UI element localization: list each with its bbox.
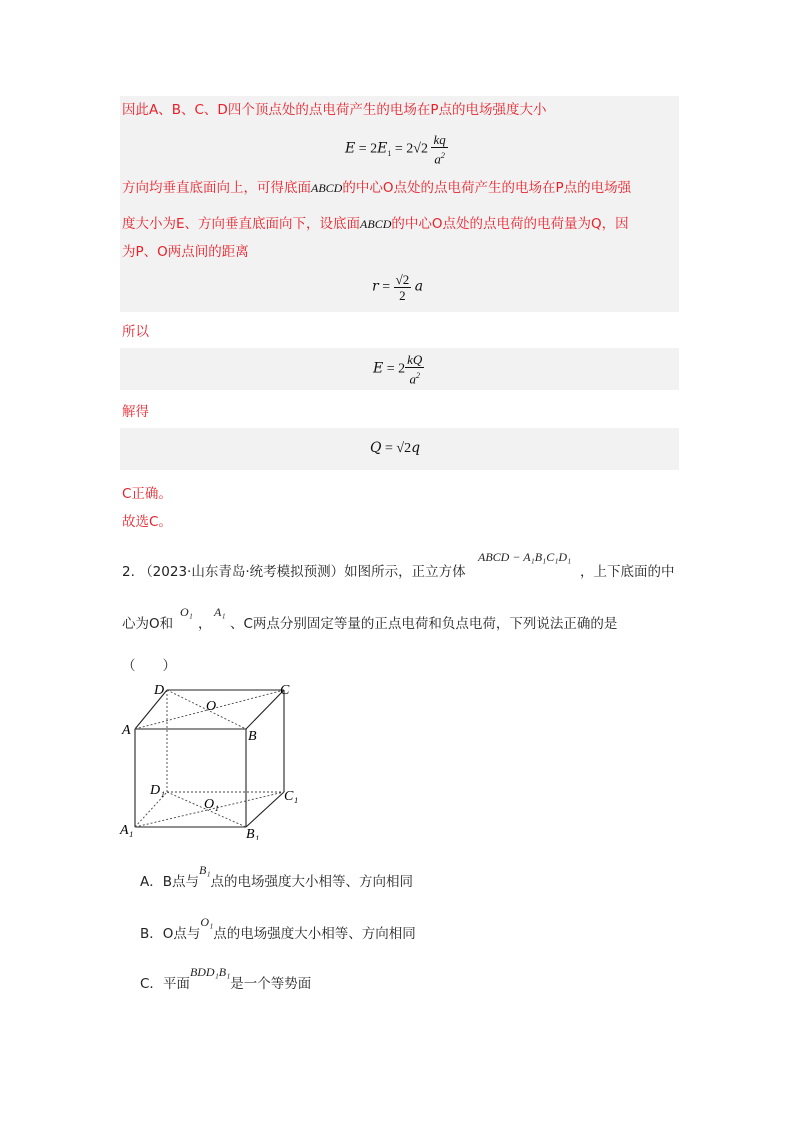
cube-figure [118, 680, 298, 840]
label-o: O [206, 699, 217, 714]
solution-line-3: 度大小为E、方向垂直底面向下，设底面ABCD的中心O点处的点电荷的电荷量为Q，因 [122, 216, 629, 232]
label-a1: A₁ [120, 823, 134, 838]
cube-label: ABCD − A₁B₁C₁D₁ [478, 550, 572, 564]
answer-statement: 故选C。 [122, 514, 172, 530]
solution-line-1: 因此A、B、C、D四个顶点处的点电荷产生的电场在P点的电场强度大小 [122, 102, 547, 118]
solution-line-4: 为P、O两点间的距离 [122, 244, 249, 260]
question-line-2-rest: 、C两点分别固定等量的正点电荷和负点电荷，下列说法正确的是 [230, 616, 618, 632]
label-a: A [122, 723, 131, 738]
label-b: B [248, 729, 257, 744]
label-b1: B₁ [246, 827, 260, 840]
suoyi-label: 所以 [122, 324, 149, 340]
choice-c[interactable]: C．平面BDD₁B₁是一个等势面 [140, 965, 312, 992]
label-c1: C₁ [284, 789, 298, 804]
question-line-2-comma: ， [198, 616, 212, 632]
question-line-1: 2. （2023·山东青岛·统考模拟预测）如图所示，正立方体 [122, 564, 466, 580]
equation-2: r = $\frac{√2}{2}$ a [372, 272, 424, 303]
solution-line-2: 方向均垂直底面向上，可得底面ABCD的中心O点处的点电荷产生的电场在P点的电场强 [122, 180, 632, 196]
jiede-label: 解得 [122, 404, 149, 420]
equation-4: Q = √2q [370, 440, 421, 456]
choice-b[interactable]: B．O点与O₁点的电场强度大小相等、方向相同 [140, 915, 416, 942]
label-c: C [280, 683, 290, 698]
question-line-1-end: ，上下底面的中 [580, 564, 675, 580]
correct-statement: C正确。 [122, 486, 172, 502]
question-line-2: 心为O和 [122, 616, 174, 632]
label-o1: O₁ [204, 797, 219, 812]
label-d: D [154, 683, 165, 698]
equation-1: $E = 2E_1 = 2√2$ $\frac{kq}{a^2}$ [345, 132, 446, 167]
o1-symbol: O₁ [180, 605, 193, 619]
label-d1: D₁ [150, 783, 165, 798]
equation-3: E = 2 $\frac{kQ}{a^2}$ [373, 352, 423, 387]
choice-a[interactable]: A．B点与B₁点的电场强度大小相等、方向相同 [140, 863, 414, 890]
a1-symbol: A₁ [214, 605, 226, 619]
answer-paren: （ ） [122, 658, 176, 674]
